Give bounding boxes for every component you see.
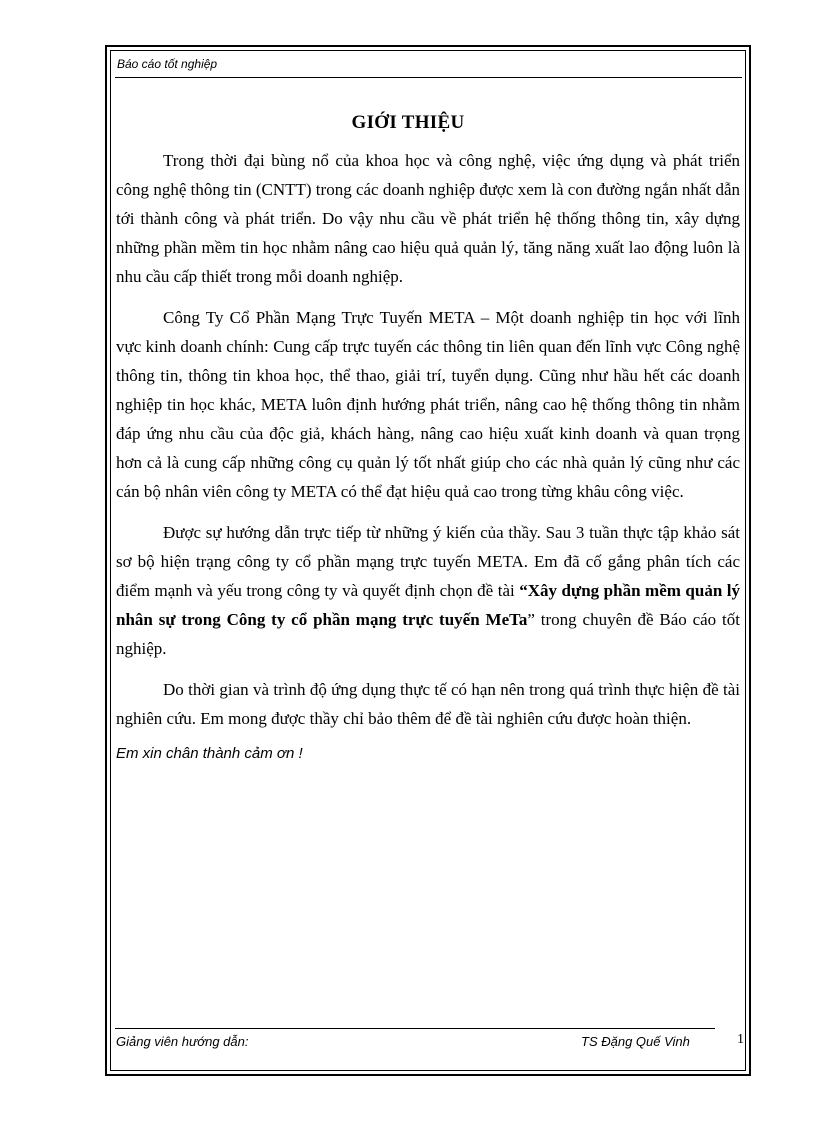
closing-thanks: Em xin chân thành cảm ơn ! bbox=[116, 745, 303, 762]
footer-supervisor-label: Giảng viên hướng dẫn: bbox=[116, 1034, 249, 1049]
footer-divider bbox=[115, 1028, 715, 1029]
page-number: 1 bbox=[737, 1032, 744, 1047]
intro-paragraph-2: Công Ty Cổ Phần Mạng Trực Tuyến META – Một doanh nghiệp tin học với lĩnh vực kinh doanh chính: Cung cấp trực tuyến các thông tin liên quan đến lĩnh vực Công nghệ thông tin, thông tin khoa học, thể thao, giải trí, tuyển dụng. Cũng như hầu hết các doanh nghiệp tin học khác, META luôn định hướng phát triển, nâng cao hệ thống thông tin nhằm đáp ứng nhu cầu của độc giả, khách hàng, nâng cao hiệu xuất kinh doanh và quan trọng hơn cả là cung cấp những công cụ quản lý tốt nhất giúp cho các nhà quản lý cũng như các cán bộ nhân viên công ty META có thể đạt hiệu quả cao trong từng khâu công việc. bbox=[116, 308, 740, 501]
intro-paragraph-4: Do thời gian và trình độ ứng dụng thực tế có hạn nên trong quá trình thực hiện đề tài nghiên cứu. Em mong được thầy chỉ bảo thêm để đề tài nghiên cứu được hoàn thiện. bbox=[116, 680, 740, 728]
document-body bbox=[116, 146, 740, 764]
paragraph-3-text-after: ” trong chuyên đề Báo cáo tốt nghiệp. bbox=[116, 610, 740, 658]
page-title: GIỚI THIỆU bbox=[351, 112, 465, 133]
thesis-topic-bold: “Xây dựng phần mềm quản lý nhân sự trong Công ty cổ phần mạng trực tuyến MeTa bbox=[116, 581, 740, 629]
running-header: Báo cáo tốt nghiệp bbox=[117, 57, 218, 71]
paragraph-3-text-before: Được sự hướng dẫn trực tiếp từ những ý kiến của thầy. Sau 3 tuần thực tập khảo sát sơ bộ hiện trạng công ty cổ phần mạng trực tuyến META. Em đã cố gắng phân tích các điểm mạnh và yếu trong công ty và quyết định chọn đề tài bbox=[116, 523, 740, 600]
header-divider bbox=[115, 77, 742, 78]
intro-paragraph-3 bbox=[116, 518, 740, 663]
footer-supervisor-name: TS Đặng Quế Vinh bbox=[581, 1034, 690, 1049]
intro-paragraph-1: Trong thời đại bùng nổ của khoa học và công nghệ, việc ứng dụng và phát triển công nghệ thông tin (CNTT) trong các doanh nghiệp được xem là con đường ngắn nhất dẫn tới thành công và phát triển. Do vậy nhu cầu về phát triển hệ thống thông tin, xây dựng những phần mềm tin học nhằm nâng cao hiệu quả quản lý, tăng năng xuất lao động luôn là nhu cầu cấp thiết trong mỗi doanh nghiệp. bbox=[116, 151, 740, 286]
